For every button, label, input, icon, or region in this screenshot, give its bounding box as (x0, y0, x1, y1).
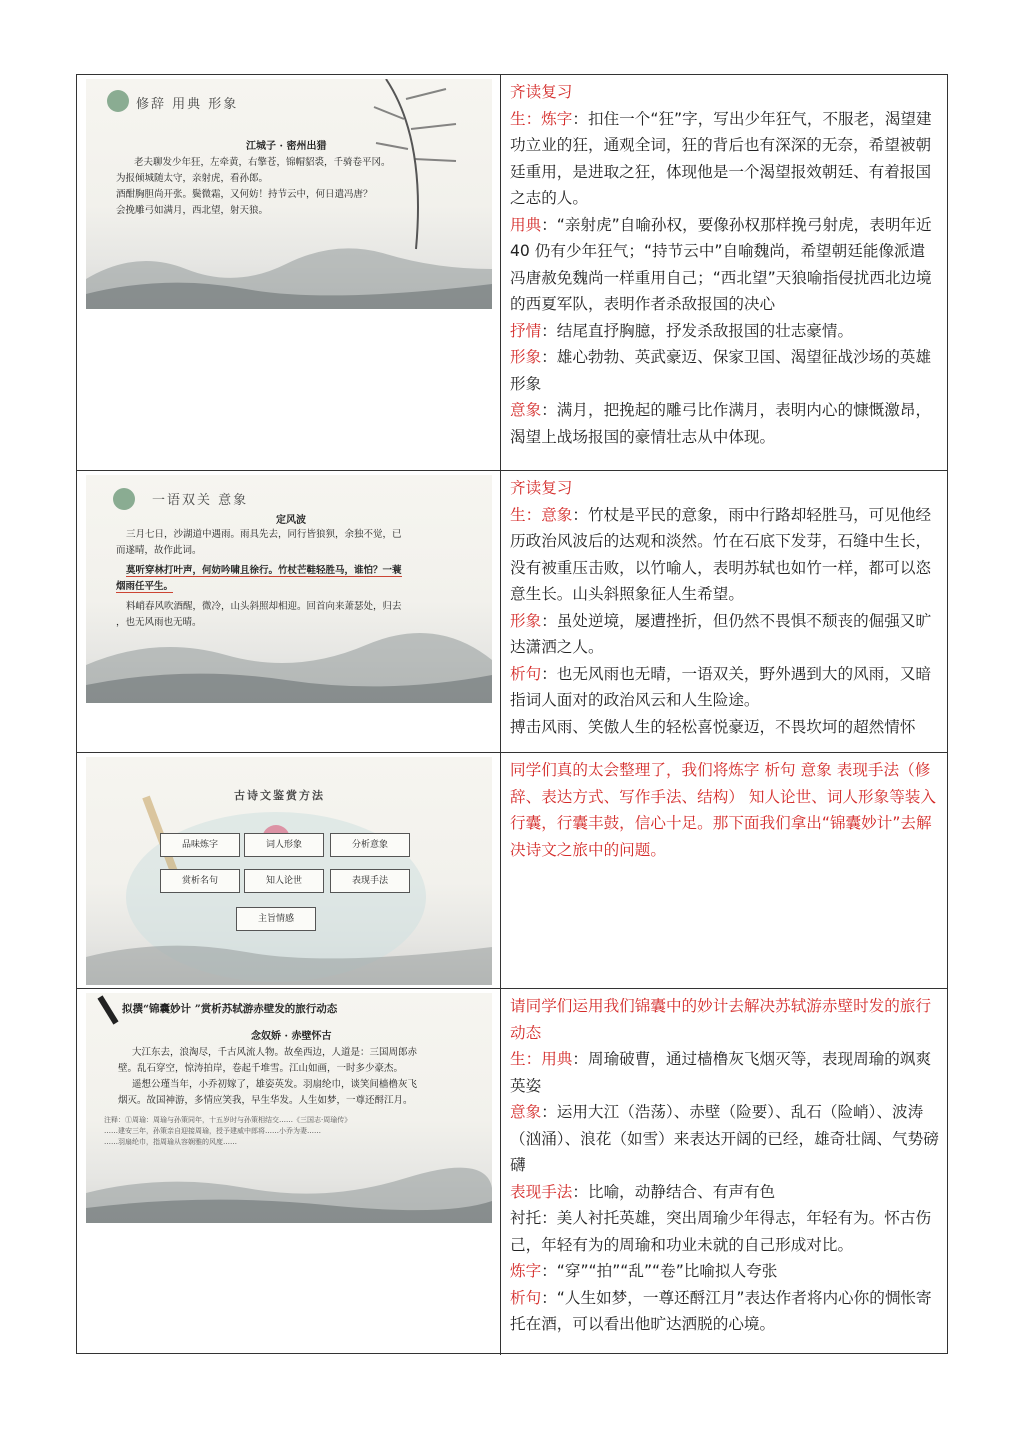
note-paragraph: 析句：也无风雨也无晴，一语双关，野外遇到大的风雨，又暗指词人面对的政治风云和人生险途。 (510, 664, 932, 709)
poem-footnotes (104, 1115, 351, 1148)
notes-cell (501, 989, 947, 1355)
poem-line: 壁。乱石穿空，惊涛拍岸，卷起千堆雪。江山如画，一时多少豪杰。 (118, 1063, 404, 1074)
poem-line: 三月七日，沙湖道中遇雨。雨具先去，同行皆狼狈，余独不觉，已 (126, 529, 402, 540)
poem-line: 大江东去，浪淘尽，千古风流人物。故垒西边，人道是：三国周郎赤 (132, 1047, 418, 1058)
slide-title: 一语双关 意象 (152, 493, 249, 508)
note-heading: 齐读复习 (510, 479, 573, 497)
note-paragraph: 同学们真的太会整理了，我们将炼字 析句 意象 表现手法（修辞、表达方式、写作手法、结构） 知人论世、词人形象等装入行囊，行囊丰鼓，信心十足。那下面我们拿出“锦囊妙计”去解决诗文之旅中的问题。 (510, 761, 936, 859)
poem-line: 而遂晴，故作此词。 (116, 545, 202, 556)
poem-line: 会挽雕弓如满月，西北望，射天狼。 (116, 205, 269, 216)
poem-title: 念奴娇 · 赤壁怀古 (251, 1031, 332, 1042)
method-box: 分析意象 (330, 833, 410, 857)
notes-cell (501, 471, 947, 752)
table-row (77, 753, 947, 989)
slide-cell (77, 471, 501, 752)
slide-image (86, 757, 492, 985)
slide-cell (77, 753, 501, 988)
slide-cell (77, 75, 501, 470)
poem-line: 老夫聊发少年狂，左牵黄，右擎苍，锦帽貂裘，千骑卷平冈。 (134, 157, 391, 168)
lesson-table (76, 74, 948, 1354)
note-heading: 齐读复习 (510, 83, 573, 101)
slide-title: 拟撰“锦囊妙计 ”赏析苏轼游赤壁发的旅行动态 (122, 1003, 338, 1015)
poem-line: 遥想公瑾当年，小乔初嫁了，雄姿英发。羽扇纶巾，谈笑间樯橹灰飞 (132, 1079, 418, 1090)
table-row (77, 989, 947, 1355)
note-paragraph: 意象：满月，把挽起的雕弓比作满月，表明内心的慷慨激昂，渴望上战场报国的豪情壮志从中体现。 (510, 401, 932, 446)
note-paragraph: 意象：运用大江（浩荡）、赤壁（险要）、乱石（险峭）、波涛（汹涌）、浪花（如雪）来表达开阔的已经，雄奇壮阔、气势磅礴 (510, 1103, 939, 1174)
slide-cell (77, 989, 501, 1355)
slide-image (86, 475, 492, 703)
note-paragraph: 抒情：结尾直抒胸臆，抒发杀敌报国的壮志豪情。 (510, 321, 854, 340)
table-row (77, 471, 947, 753)
poem-line: 莫听穿林打叶声，何妨吟啸且徐行。竹杖芒鞋轻胜马，谁怕？一蓑 (126, 565, 402, 576)
poem-text (118, 1045, 417, 1109)
poem-line: 烟灭。故国神游，多情应笑我，早生华发。人生如梦，一尊还酹江月。 (118, 1095, 413, 1106)
poem-title: 定风波 (276, 515, 306, 526)
slide-image (86, 79, 492, 309)
method-box: 主旨情感 (236, 907, 316, 931)
method-box: 词人形象 (244, 833, 324, 857)
poem-text (116, 527, 402, 631)
footnote-line: ……建安三年，孙策亲自迎接周瑜，授予建威中郎将……小乔为妻…… (104, 1127, 321, 1135)
note-paragraph: 表现手法：比喻，动静结合、有声有色 (510, 1182, 776, 1201)
note-paragraph: 炼字：“穿”“拍”“乱”“卷”比喻拟人夸张 (510, 1262, 778, 1280)
note-paragraph: 析句：“人生如梦，一尊还酹江月”表达作者将内心你的惆怅寄托在酒，可以看出他旷达洒脱的心境。 (510, 1288, 932, 1333)
footnote-line: ……羽扇纶巾，指周瑜从容娴雅的风度…… (104, 1138, 237, 1146)
footnote-line: 注释：①周瑜：周瑜与孙策同年，十五岁时与孙策相结交……《三国志·周瑜传》 (104, 1116, 352, 1124)
poem-line: 为报倾城随太守，亲射虎，看孙郎。 (116, 173, 269, 184)
notes-cell (501, 75, 947, 470)
slide-image (86, 993, 492, 1223)
method-box: 知人论世 (244, 869, 324, 893)
notes-cell (501, 753, 947, 988)
slide-title: 古诗文鉴赏方法 (234, 789, 325, 802)
slide-title: 修辞 用典 形象 (136, 97, 239, 112)
poem-line: 料峭春风吹酒醒，微冷，山头斜照却相迎。回首向来萧瑟处，归去 (126, 601, 402, 612)
poem-title: 江城子 · 密州出猎 (246, 141, 327, 152)
method-box: 品味炼字 (160, 833, 240, 857)
method-box: 赏析名句 (160, 869, 240, 893)
poem-text (116, 155, 391, 219)
poem-line: 烟雨任平生。 (116, 581, 174, 592)
poem-line: ，也无风雨也无晴。 (116, 617, 202, 628)
note-paragraph: 用典：“亲射虎”自喻孙权，要像孙权那样挽弓射虎，表明年近 40 仍有少年狂气；“持节云中”自喻魏尚，希望朝廷能像派遣冯唐赦免魏尚一样重用自己；“西北望”天狼喻指侵扰西北边境的西夏军队，表明作者杀敌报国的决心 (510, 215, 932, 313)
note-paragraph: 生：炼字：扣住一个“狂”字，写出少年狂气，不服老，渴望建功立业的狂，通观全词，狂的背后也有深深的无奈，希望被朝廷重用，是进取之狂，体现他是一个渴望报效朝廷、有着报国之志的人。 (510, 109, 932, 207)
note-paragraph: 生：意象：竹杖是平民的意象，雨中行路却轻胜马，可见他经历政治风波后的达观和淡然。竹在石底下发芽，石缝中生长，没有被重压击败，以竹喻人，表明苏轼也如竹一样，都可以恣意生长。山头斜照象征人生希望。 (510, 505, 932, 603)
note-heading: 请同学们运用我们锦囊中的妙计去解决苏轼游赤壁时发的旅行动态 (510, 997, 932, 1042)
poem-line: 酒酣胸胆尚开张。鬓微霜，又何妨！持节云中，何日遣冯唐？ (116, 189, 373, 200)
note-paragraph: 生：用典：周瑜破曹，通过樯橹灰飞烟灭等，表现周瑜的飒爽英姿 (510, 1050, 932, 1095)
note-paragraph: 搏击风雨、笑傲人生的轻松喜悦豪迈，不畏坎坷的超然情怀 (510, 717, 916, 736)
method-box: 表现手法 (330, 869, 410, 893)
table-row (77, 75, 947, 471)
note-paragraph: 形象：虽处逆境，屡遭挫折，但仍然不畏惧不颓丧的倔强又旷达潇洒之人。 (510, 611, 932, 656)
note-paragraph: 衬托：美人衬托英雄，突出周瑜少年得志，年轻有为。怀古伤己，年轻有为的周瑜和功业未就的自己形成对比。 (510, 1209, 932, 1254)
note-paragraph: 形象：雄心勃勃、英武豪迈、保家卫国、渴望征战沙场的英雄形象 (510, 348, 932, 393)
